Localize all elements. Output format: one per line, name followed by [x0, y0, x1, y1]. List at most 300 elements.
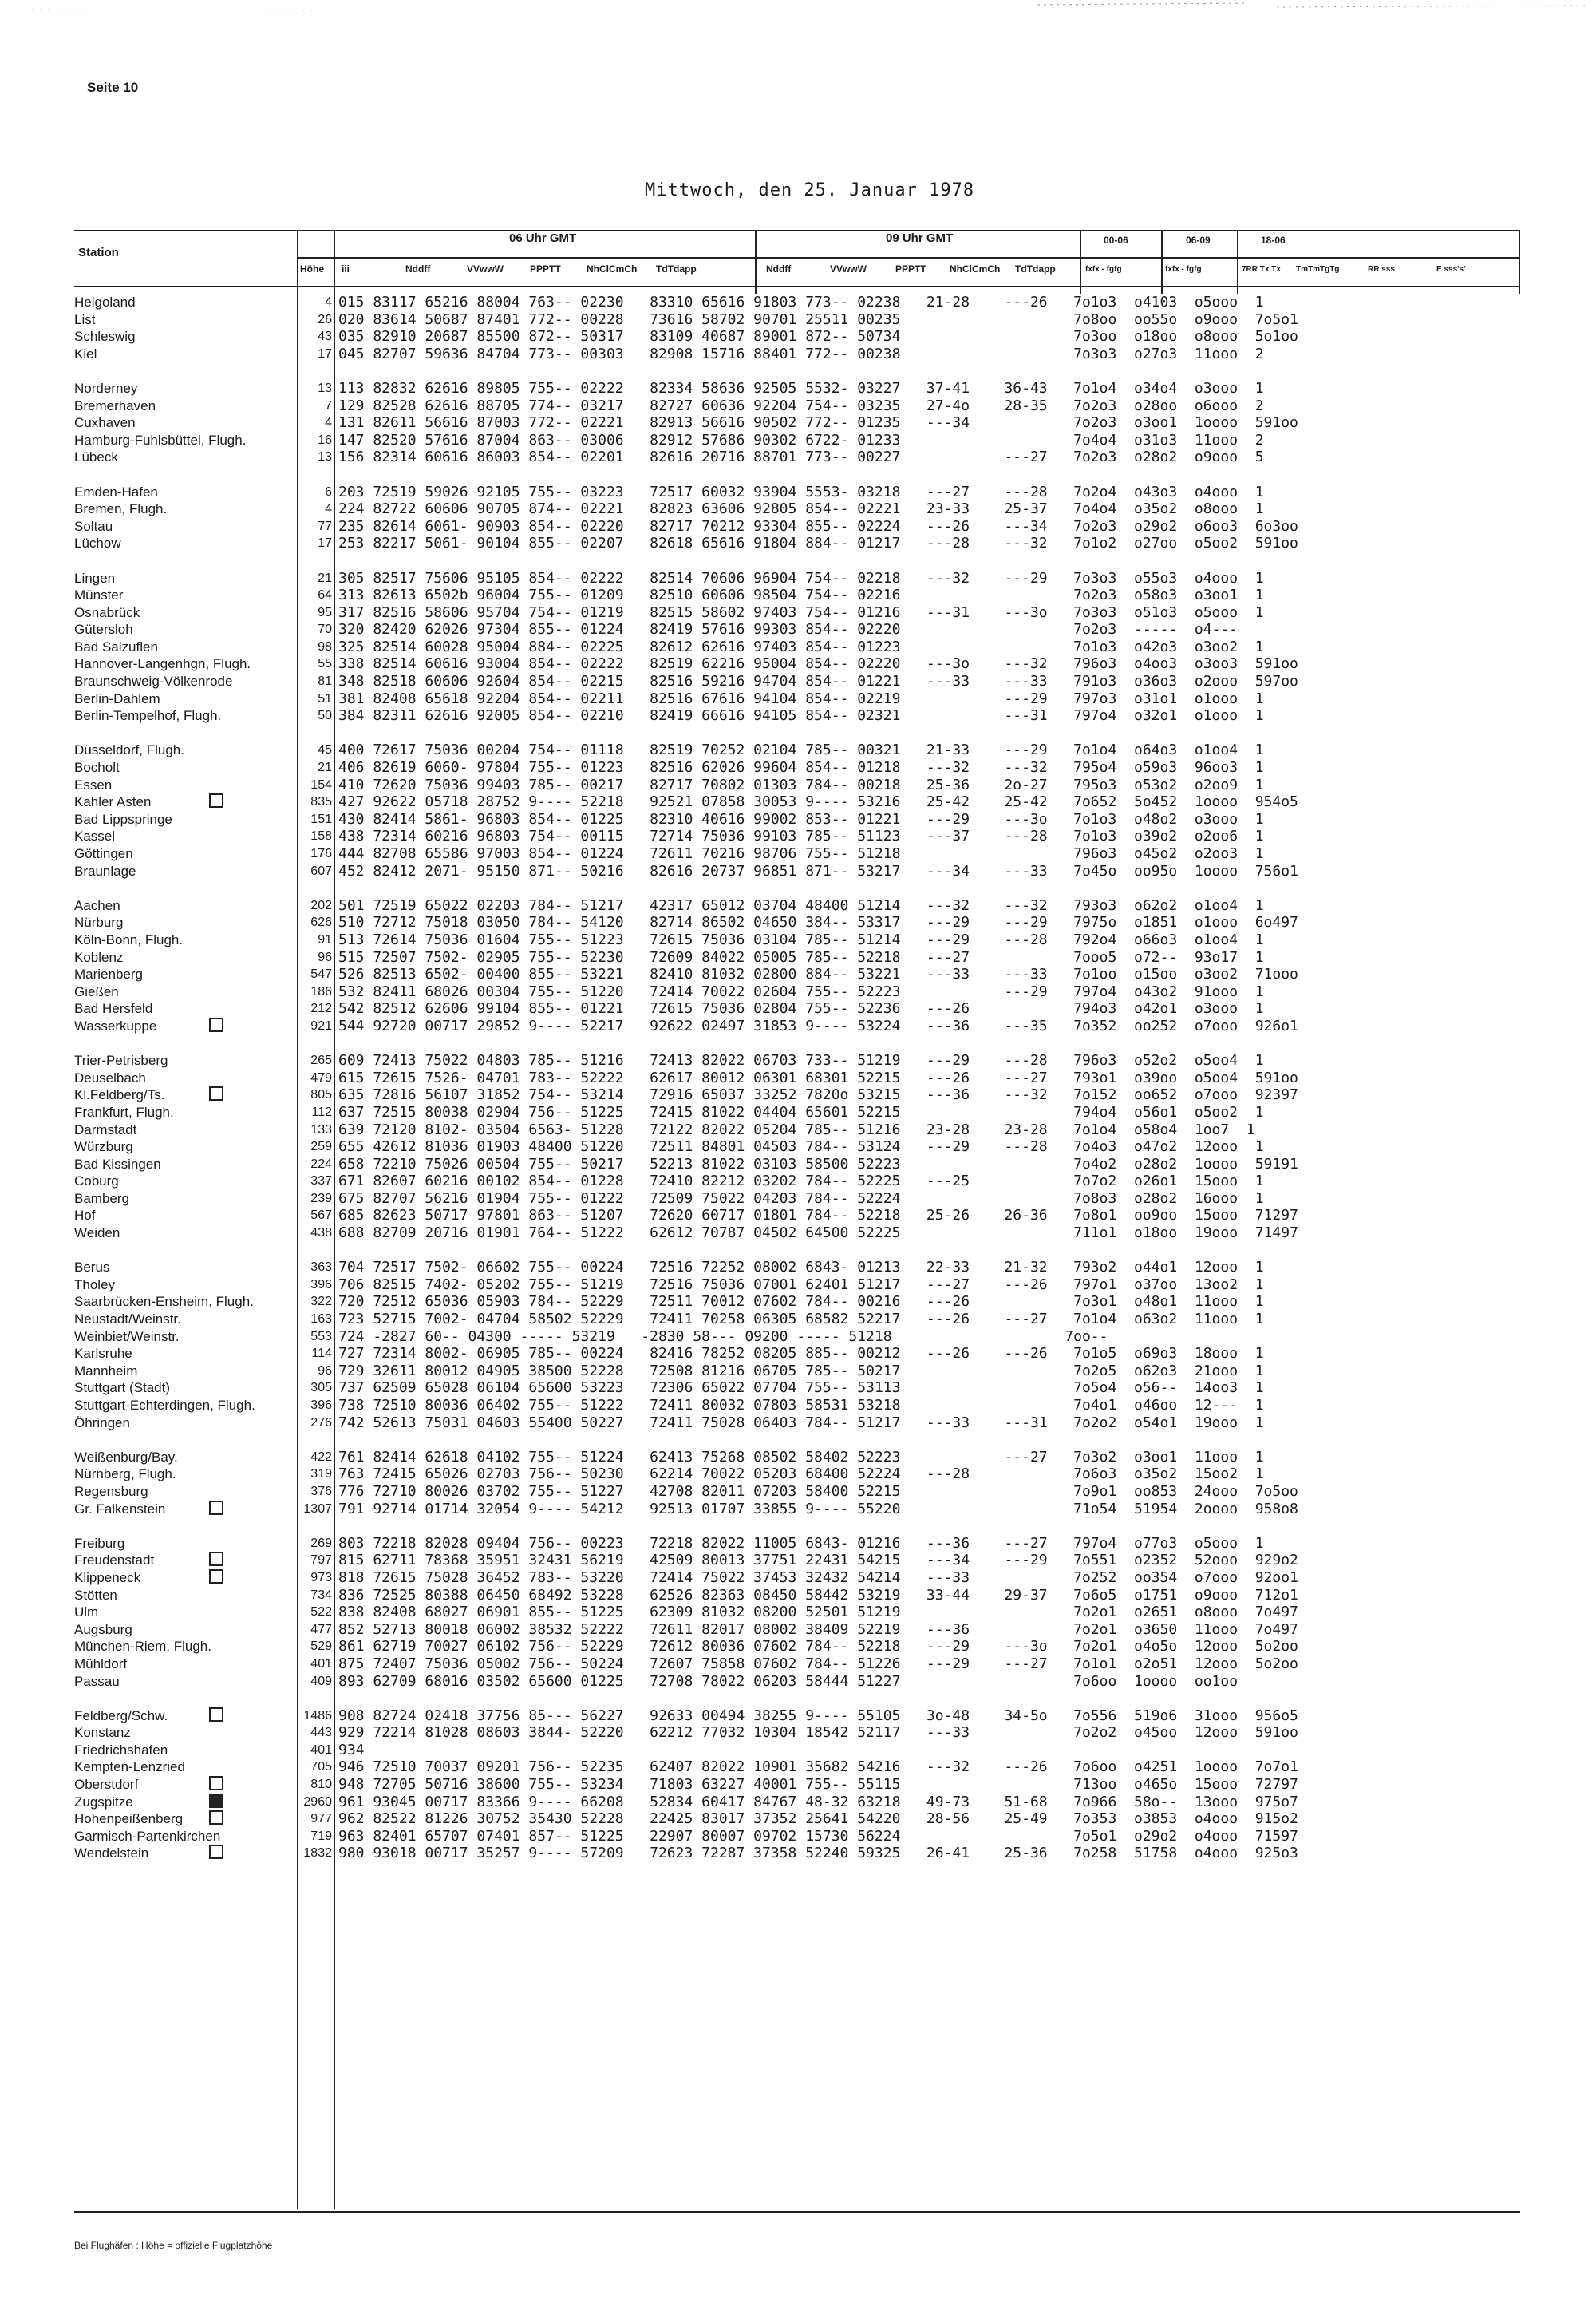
- station-hoehe: 45: [318, 743, 332, 757]
- station-name: [74, 1535, 255, 1552]
- station-hoehe: 337: [310, 1174, 332, 1189]
- table-row: 908 82724 02418 37756 85--- 56227 92633 00494 38255 9---- 55105 3o-48 34-5o 7o556 519o6 31ooo 956o5: [338, 1707, 1298, 1724]
- station-label: Bamberg: [74, 1190, 129, 1206]
- station-name: [74, 793, 255, 811]
- header-gust-00-06: fxfx - fgfg: [1085, 265, 1122, 274]
- station-name: [74, 1311, 255, 1328]
- station-hoehe: 797: [310, 1553, 332, 1568]
- station-hoehe: 396: [310, 1398, 332, 1412]
- station-hoehe: 401: [310, 1656, 332, 1671]
- station-label: Bad Kissingen: [74, 1156, 161, 1172]
- station-label: Gießen: [74, 983, 119, 999]
- station-name: [74, 1449, 255, 1466]
- station-hoehe: 438: [310, 1226, 332, 1240]
- station-label: Konstanz: [74, 1725, 131, 1741]
- date-heading: Mittwoch, den 25. Januar 1978: [645, 180, 975, 200]
- station-name: [74, 863, 255, 880]
- station-name: [74, 1345, 255, 1363]
- table-row: 688 82709 20716 01901 764-- 51222 62612 70787 04502 64500 52225 711o1 o18oo 19ooo 71497: [338, 1224, 1298, 1242]
- station-name: [74, 949, 255, 967]
- data-group: [338, 1259, 1298, 1431]
- station-hoehe: 1486: [303, 1708, 332, 1723]
- station-hoehe: 363: [310, 1260, 332, 1275]
- station-name: [74, 1259, 255, 1276]
- station-hoehe: 50: [318, 709, 332, 723]
- station-name: [74, 604, 255, 622]
- station-name: [74, 1328, 255, 1346]
- station-label: Mühldorf: [74, 1655, 128, 1671]
- table-row: 637 72515 80038 02904 756-- 51225 72415 81022 04404 65601 52215 794o4 o56o1 o5oo2 1: [338, 1103, 1264, 1121]
- station-name: [74, 673, 255, 690]
- station-name: [74, 966, 255, 983]
- table-row: 723 52715 7002- 04704 58502 52229 72411 70258 06305 68582 52217 ---26 ---27 7o1o4 o63o2 11ooo 1: [338, 1311, 1264, 1328]
- station-hoehe: 158: [310, 829, 332, 844]
- station-column: [74, 294, 255, 1880]
- table-row: 791 92714 01714 32054 9---- 54212 92513 01707 33855 9---- 55220 71o54 51954 2oooo 958o8: [338, 1500, 1298, 1517]
- station-hoehe: 77: [318, 519, 332, 533]
- table-row: 156 82314 60616 86003 854-- 02201 82616 20716 88701 773-- 00227 ---27 7o2o3 o28o2 o9ooo 5: [338, 449, 1264, 466]
- mountain-station-marker-icon: [209, 793, 223, 808]
- data-group: [338, 484, 1298, 552]
- footnote: Bei Flughäfen : Höhe = offizielle Flugplatzhöhe: [74, 2240, 273, 2251]
- station-name: [74, 1552, 255, 1569]
- station-hoehe: 522: [310, 1605, 332, 1620]
- station-hoehe: 4: [325, 502, 332, 516]
- station-label: Lingen: [74, 570, 116, 586]
- station-name: [74, 432, 255, 449]
- station-name: [74, 1018, 255, 1035]
- station-hoehe: 21: [318, 761, 332, 775]
- station-hoehe: 91: [318, 932, 332, 947]
- station-name: [74, 1086, 255, 1104]
- station-hoehe: 7: [325, 398, 332, 413]
- table-row: 020 83614 50687 87401 772-- 00228 73616 58702 90701 25511 00235 7o8oo oo55o o9ooo 7o5o1: [338, 310, 1298, 328]
- station-name: [74, 1397, 255, 1414]
- station-label: Trier-Petrisberg: [74, 1053, 168, 1069]
- table-row: 729 32611 80012 04905 38500 52228 72508 81216 06705 785-- 50217 7o2o5 o62o3 21ooo 1: [338, 1362, 1264, 1379]
- station-label: Berlin-Tempelhof, Flugh.: [74, 708, 222, 724]
- table-row: 338 82514 60616 93004 854-- 02222 82519 62216 95004 854-- 02220 ---3o ---32 796o3 o4oo3 o3oo3 591oo: [338, 655, 1298, 673]
- station-name: [74, 1810, 255, 1828]
- station-label: Lüchow: [74, 536, 121, 552]
- station-name: [74, 759, 255, 777]
- station-hoehe: 70: [318, 623, 332, 637]
- table-row: 313 82613 6502b 96004 755-- 01209 82510 60606 98504 754-- 02216 7o2o3 o58o3 o3oo1 1: [338, 587, 1264, 604]
- station-label: Berus: [74, 1260, 110, 1276]
- hoehe-group: [297, 742, 332, 880]
- station-label: Münster: [74, 587, 124, 603]
- station-name: [74, 398, 255, 415]
- data-group: [338, 897, 1298, 1035]
- station-name: [74, 1156, 255, 1173]
- table-row: 253 82217 5061- 90104 855-- 02207 82618 65616 91804 884-- 01217 ---28 ---32 7o1o2 o27oo o5oo2 591oo: [338, 535, 1298, 552]
- table-row: 113 82832 62616 89805 755-- 02222 82334 58636 92505 5532- 03227 37-41 36-43 7o1o4 o34o4 o3ooo 1: [338, 379, 1264, 397]
- station-hoehe: 810: [310, 1778, 332, 1792]
- station-name: [74, 1052, 255, 1070]
- station-label: Gr. Falkenstein: [74, 1501, 166, 1517]
- station-name: [74, 1138, 255, 1156]
- station-label: Augsburg: [74, 1621, 132, 1637]
- station-label: Norderney: [74, 380, 138, 396]
- station-hoehe: 477: [310, 1622, 332, 1636]
- table-row: 685 82623 50717 97801 863-- 51207 72620 60717 01801 784-- 52218 25-26 26-36 7o8o1 oo9oo 15ooo 71297: [338, 1207, 1298, 1224]
- table-row: 738 72510 80036 06402 755-- 51222 72411 80032 07803 58531 53218 7o4o1 o46oo 12--- 1: [338, 1397, 1264, 1414]
- station-label: Hof: [74, 1208, 96, 1224]
- header-nddff-09: Nddff: [766, 263, 792, 275]
- mountain-station-marker-icon: [209, 1569, 223, 1584]
- hoehe-group: [297, 1535, 332, 1690]
- station-name: [74, 1724, 255, 1742]
- station-label: Kiel: [74, 346, 97, 362]
- station-name: [74, 621, 255, 639]
- station-label: Köln-Bonn, Flugh.: [74, 931, 184, 947]
- header-ppptt-09: PPPTT: [895, 263, 926, 275]
- synop-data-column: [338, 294, 1298, 1880]
- station-label: Düsseldorf, Flugh.: [74, 742, 184, 758]
- hoehe-group: [297, 484, 332, 552]
- table-row: 515 72507 7502- 02905 755-- 52230 72609 84022 05005 785-- 52218 ---27 7ooo5 o72-- 93o17 1: [338, 948, 1264, 966]
- header-vvwww-06: VVwwW: [467, 263, 504, 275]
- station-hoehe: 4: [325, 416, 332, 430]
- station-name: [74, 294, 255, 311]
- station-name: [74, 1070, 255, 1087]
- table-row: 934: [338, 1741, 365, 1758]
- station-name: [74, 1173, 255, 1190]
- station-label: Regensburg: [74, 1483, 148, 1499]
- station-label: Stuttgart (Stadt): [74, 1380, 170, 1396]
- station-hoehe: 805: [310, 1088, 332, 1102]
- station-hoehe: 322: [310, 1295, 332, 1309]
- station-label: Schleswig: [74, 329, 136, 345]
- station-hoehe: 224: [310, 1157, 332, 1171]
- station-group: [74, 294, 255, 362]
- header-18-06: 18-06: [1261, 235, 1286, 246]
- station-name: [74, 742, 255, 759]
- header-station: Station: [78, 246, 119, 259]
- station-hoehe: 422: [310, 1450, 332, 1464]
- station-hoehe: 553: [310, 1329, 332, 1343]
- table-row: 224 82722 60606 90705 874-- 02221 82823 63606 92805 854-- 02221 23-33 25-37 7o4o4 o35o2 o8ooo 1: [338, 500, 1264, 518]
- station-hoehe: 114: [311, 1347, 332, 1361]
- mountain-station-marker-icon: [209, 1018, 223, 1032]
- table-row: 836 72525 80388 06450 68492 53228 62526 82363 08450 58442 53219 33-44 29-37 7o6o5 o1751 o9ooo 712o1: [338, 1586, 1298, 1604]
- station-name: [74, 1483, 255, 1501]
- station-name: [74, 500, 255, 518]
- station-name: [74, 1104, 255, 1121]
- station-hoehe: 376: [310, 1484, 332, 1498]
- station-label: Neustadt/Weinstr.: [74, 1311, 181, 1327]
- table-row: 671 82607 60216 00102 854-- 01228 72410 82212 03202 784-- 52225 ---25 7o7o2 o26o1 15ooo 1: [338, 1173, 1264, 1190]
- station-name: [74, 346, 255, 363]
- station-label: Darmstadt: [74, 1121, 137, 1137]
- header-nddff-06: Nddff: [405, 263, 431, 275]
- station-name: [74, 380, 255, 398]
- table-row: 658 72210 75026 00504 755-- 50217 52213 81022 03103 58500 52223 7o4o2 o28o2 1oooo 59191: [338, 1155, 1298, 1173]
- station-label: Tholey: [74, 1276, 116, 1292]
- station-label: Karlsruhe: [74, 1346, 132, 1362]
- table-row: 203 72519 59026 92105 755-- 03223 72517 60032 93904 5553- 03218 ---27 ---28 7o2o4 o43o3 o4ooo 1: [338, 483, 1264, 500]
- station-label: Wendelstein: [74, 1845, 149, 1861]
- station-name: [74, 484, 255, 501]
- station-hoehe: 212: [310, 1002, 332, 1016]
- station-name: [74, 535, 255, 552]
- header-gust-06-09: fxfx - fgfg: [1165, 265, 1202, 274]
- hoehe-group: [297, 1052, 332, 1242]
- table-row: 961 93045 00717 83366 9---- 66208 52834 60417 84767 48-32 63218 49-73 51-68 7o966 58o-- 13ooo 975o7: [338, 1793, 1298, 1810]
- station-hoehe: 163: [310, 1312, 332, 1327]
- table-row: 639 72120 8102- 03504 6563- 51228 72122 82022 05204 785-- 51216 23-28 23-28 7o1o4 o58o4 1oo7 1: [338, 1121, 1255, 1138]
- station-hoehe: 17: [318, 536, 332, 551]
- station-label: Oberstdorf: [74, 1777, 139, 1793]
- station-name: [74, 1293, 255, 1311]
- station-label: Stuttgart-Echterdingen, Flugh.: [74, 1398, 255, 1413]
- station-hoehe: 64: [318, 588, 332, 603]
- station-hoehe: 17: [318, 346, 332, 361]
- station-hoehe: 133: [310, 1122, 332, 1137]
- station-hoehe: 16: [318, 433, 332, 447]
- table-row: 035 82910 20687 85500 872-- 50317 83109 40687 89001 872-- 50734 7o3oo o18oo o8ooo 5o1oo: [338, 328, 1298, 346]
- station-label: Kempten-Lenzried: [74, 1759, 185, 1775]
- station-name: [74, 1604, 255, 1621]
- station-name: [74, 449, 255, 466]
- station-name: [74, 1000, 255, 1018]
- station-hoehe: 1832: [303, 1846, 332, 1861]
- hoehe-group: [297, 897, 332, 1035]
- station-label: Coburg: [74, 1173, 119, 1189]
- station-label: Göttingen: [74, 846, 133, 861]
- mountain-station-marker-icon: [209, 1776, 223, 1790]
- station-group: [74, 570, 255, 725]
- hoehe-group: [297, 570, 332, 725]
- station-label: Hamburg-Fuhlsbüttel, Flugh.: [74, 432, 247, 448]
- page-number-label: Seite 10: [87, 80, 139, 95]
- station-hoehe: 26: [318, 312, 332, 326]
- station-name: [74, 655, 255, 673]
- table-row: 410 72620 75036 99403 785-- 00217 82717 70802 01303 784-- 00218 25-36 2o-27 795o3 o53o2 o2oo9 1: [338, 776, 1264, 793]
- station-label: Osnabrück: [74, 604, 140, 620]
- station-hoehe: 443: [310, 1726, 332, 1740]
- station-hoehe: 401: [310, 1742, 332, 1757]
- data-group: [338, 1535, 1298, 1690]
- hoehe-group: [297, 1259, 332, 1431]
- station-name: [74, 1587, 255, 1604]
- table-row: 963 82401 65707 07401 857-- 51225 22907 80007 09702 15730 56224 7o5o1 o29o2 o4ooo 71597: [338, 1827, 1298, 1845]
- station-name: [74, 1845, 255, 1862]
- scan-noise-marks: [0, 0, 1596, 24]
- table-row: 724 -2827 60-- 04300 ----- 53219 -2830 58--- 09200 ----- 51218 7oo--: [338, 1327, 1108, 1345]
- station-name: [74, 1465, 255, 1483]
- station-name: [74, 811, 255, 829]
- header-dewpoint-09: TdTdapp: [1015, 263, 1056, 275]
- station-label: Weiden: [74, 1225, 120, 1241]
- station-hoehe: 176: [310, 847, 332, 860]
- table-row: 400 72617 75036 00204 754-- 01118 82519 70252 02104 785-- 00321 21-33 ---29 7o1o4 o64o3 o1oo4 1: [338, 742, 1264, 759]
- station-group: [74, 1052, 255, 1242]
- station-label: Mannheim: [74, 1363, 138, 1378]
- station-hoehe: 305: [310, 1381, 332, 1395]
- station-label: Nürburg: [74, 915, 124, 931]
- station-label: Kl.Feldberg/Ts.: [74, 1087, 165, 1103]
- station-label: Essen: [74, 777, 113, 793]
- station-label: Bad Salzuflen: [74, 639, 158, 655]
- header-esss: E sss's': [1436, 265, 1466, 274]
- station-hoehe: 276: [310, 1415, 332, 1430]
- mountain-station-marker-icon: [209, 1707, 223, 1722]
- table-row: 513 72614 75036 01604 755-- 51223 72615 75036 03104 785-- 51214 ---29 ---28 792o4 o66o3 o1oo4 1: [338, 931, 1264, 948]
- table-row: 317 82516 58606 95704 754-- 01219 82515 58602 97403 754-- 01216 ---31 ---3o 7o3o3 o51o3 o5ooo 1: [338, 603, 1264, 621]
- table-row: 615 72615 7526- 04701 783-- 52222 62617 80012 06301 68301 52215 ---26 ---27 793o1 o39oo o5oo4 591oo: [338, 1069, 1298, 1086]
- station-group: [74, 897, 255, 1035]
- hoehe-group: [297, 1707, 332, 1862]
- station-label: Soltau: [74, 518, 113, 534]
- station-label: Öhringen: [74, 1414, 130, 1430]
- station-hoehe: 705: [310, 1760, 332, 1774]
- station-name: [74, 828, 255, 845]
- station-label: Bad Lippspringe: [74, 811, 172, 827]
- station-label: Helgoland: [74, 295, 136, 310]
- table-row: 430 82414 5861- 96803 854-- 01225 82310 40616 99002 853-- 01221 ---29 ---3o 7o1o3 o48o2 o3ooo 1: [338, 810, 1264, 828]
- station-hoehe: 239: [310, 1191, 332, 1205]
- mountain-station-marker-icon: [209, 1810, 223, 1825]
- station-hoehe: 112: [311, 1105, 332, 1119]
- station-hoehe: 265: [310, 1054, 332, 1068]
- station-label: Ulm: [74, 1604, 99, 1620]
- table-row: 852 52713 80018 06002 38532 52222 72611 82017 08002 38409 52219 ---36 7o2o1 o3650 11ooo 7o497: [338, 1620, 1298, 1638]
- station-label: Weißenburg/Bay.: [74, 1449, 178, 1465]
- header-clouds-06: NhClCmCh: [587, 263, 638, 275]
- table-row: 320 82420 62026 97304 855-- 01224 82419 57616 99303 854-- 02220 7o2o3 ----- o4---: [338, 621, 1238, 639]
- station-name: [74, 518, 255, 536]
- table-row: 452 82412 2071- 95150 871-- 50216 82616 20737 96851 871-- 53217 ---34 ---33 7o45o oo95o 1oooo 756o1: [338, 862, 1298, 880]
- station-label: Kassel: [74, 829, 116, 844]
- station-label: Würzburg: [74, 1139, 133, 1155]
- data-group: [338, 742, 1298, 880]
- station-hoehe: 977: [310, 1812, 332, 1826]
- header-ppptt-06: PPPTT: [530, 263, 561, 275]
- station-hoehe: 13: [318, 450, 332, 465]
- station-name: [74, 1276, 255, 1294]
- table-row: 147 82520 57616 87004 863-- 03006 82912 57686 90302 6722- 01233 7o4o4 o31o3 11ooo 2: [338, 431, 1264, 449]
- table-row: 742 52613 75031 04603 55400 50227 72411 75028 06403 784-- 51217 ---33 ---31 7o2o2 o54o1 19ooo 1: [338, 1414, 1264, 1431]
- table-row: 384 82311 62616 92005 854-- 02210 82419 66616 94105 854-- 02321 ---31 797o4 o32o1 o1ooo 1: [338, 707, 1264, 725]
- table-row: 706 82515 7402- 05202 755-- 51219 72516 75036 07001 62401 51217 ---27 ---26 797o1 o37oo 13oo2 1: [338, 1276, 1264, 1293]
- table-row: 438 72314 60216 96803 754-- 00115 72714 75036 99103 785-- 51123 ---37 ---28 7o1o3 o39o2 o2oo6 1: [338, 828, 1264, 845]
- table-row: 015 83117 65216 88004 763-- 02230 83310 65616 91803 773-- 02238 21-28 ---26 7o1o3 o4103 o5ooo 1: [338, 294, 1264, 310]
- hoehe-group: [297, 1449, 332, 1517]
- table-row: 544 92720 00717 29852 9---- 52217 92622 02497 31853 9---- 53224 ---36 ---35 7o352 oo252 o7ooo 926o1: [338, 1017, 1298, 1034]
- station-label: Lübeck: [74, 449, 118, 465]
- station-label: Klippeneck: [74, 1569, 141, 1585]
- station-label: Emden-Hafen: [74, 484, 158, 500]
- table-row: 838 82408 68027 06901 855-- 51225 62309 81032 08200 52501 51219 7o2o1 o2651 o8ooo 7o497: [338, 1604, 1298, 1621]
- station-hoehe: 396: [310, 1277, 332, 1291]
- data-group: [338, 570, 1298, 725]
- station-name: [74, 1621, 255, 1639]
- station-hoehe: 567: [310, 1208, 332, 1223]
- mountain-station-marker-icon: [209, 1845, 223, 1859]
- table-row: 381 82408 65618 92204 854-- 02211 82516 67616 94104 854-- 02219 ---29 797o3 o31o1 o1ooo 1: [338, 690, 1264, 707]
- table-row: 045 82707 59636 84704 773-- 00303 82908 15716 88401 772-- 00238 7o3o3 o27o3 11ooo 2: [338, 345, 1264, 362]
- mountain-station-marker-icon: [209, 1501, 223, 1515]
- table-row: 962 82522 81226 30752 35430 52228 22425 83017 37352 25641 54220 28-56 25-49 7o353 o3853 o4ooo 915o2: [338, 1810, 1298, 1828]
- mountain-station-marker-icon: [209, 1552, 223, 1566]
- station-label: Hohenpeißenberg: [74, 1811, 184, 1827]
- station-name: [74, 1758, 255, 1776]
- station-label: Marienberg: [74, 967, 143, 983]
- station-name: [74, 1707, 255, 1725]
- table-row: 720 72512 65036 05903 784-- 52229 72511 70012 07602 784-- 00216 ---26 7o3o1 o48o1 11ooo 1: [338, 1293, 1264, 1311]
- header-00-06: 00-06: [1104, 235, 1128, 246]
- station-name: [74, 1501, 255, 1518]
- header-rr: RR sss: [1368, 265, 1395, 274]
- table-row: 325 82514 60028 95004 884-- 02225 82612 62616 97403 854-- 01223 7o1o3 o42o3 o3oo2 1: [338, 638, 1264, 655]
- table-row: 655 42612 81036 01903 48400 51220 72511 84801 04503 784-- 53124 ---29 ---28 7o4o3 o47o2 12ooo 1: [338, 1138, 1264, 1156]
- table-row: 803 72218 82028 09404 756-- 00223 72218 82022 11005 6843- 01216 ---36 ---27 797o4 o77o3 o5ooo 1: [338, 1534, 1264, 1552]
- station-label: Nürnberg, Flugh.: [74, 1466, 176, 1482]
- station-label: München-Riem, Flugh.: [74, 1639, 211, 1655]
- station-hoehe: 259: [310, 1140, 332, 1154]
- table-row: 875 72407 75036 05002 756-- 50224 72607 75858 07602 784-- 51226 ---29 ---27 7o1o1 o2o51 12ooo 5o2oo: [338, 1655, 1298, 1672]
- station-name: [74, 1828, 255, 1845]
- station-name: [74, 1379, 255, 1397]
- station-name: [74, 914, 255, 931]
- station-group: [74, 1449, 255, 1517]
- station-group: [74, 1535, 255, 1690]
- station-label: Garmisch-Partenkirchen: [74, 1828, 221, 1844]
- station-name: [74, 983, 255, 1001]
- station-label: Bad Hersfeld: [74, 1001, 153, 1017]
- station-name: [74, 1794, 255, 1811]
- station-label: Hannover-Langenhgn, Flugh.: [74, 656, 251, 672]
- header-iii: iii: [342, 263, 350, 275]
- table-row: 131 82611 56616 87003 772-- 02221 82913 56616 90502 772-- 01235 ---34 7o2o3 o3oo1 1oooo 591oo: [338, 414, 1298, 432]
- station-name: [74, 1190, 255, 1208]
- station-label: Passau: [74, 1673, 120, 1689]
- station-hoehe: 98: [318, 639, 332, 654]
- station-hoehe: 13: [318, 381, 332, 395]
- station-label: Friedrichshafen: [74, 1742, 168, 1758]
- station-label: Feldberg/Schw.: [74, 1707, 168, 1723]
- station-hoehe: 409: [310, 1674, 332, 1688]
- station-label: Weinbiet/Weinstr.: [74, 1328, 180, 1344]
- table-row: 818 72615 75028 36452 783-- 53220 72414 75022 37453 32432 54214 ---33 7o252 oo354 o7ooo 92oo1: [338, 1568, 1298, 1586]
- station-name: [74, 311, 255, 329]
- station-name: [74, 1414, 255, 1432]
- header-vvwww-09: VVwwW: [830, 263, 867, 275]
- mountain-station-marker-icon: [209, 1086, 223, 1101]
- table-row: 129 82528 62616 88705 774-- 03217 82727 60636 92204 754-- 03235 27-4o 28-35 7o2o3 o28oo o6ooo 2: [338, 397, 1264, 414]
- station-hoehe: 96: [318, 1363, 332, 1378]
- station-label: Bremen, Flugh.: [74, 501, 168, 517]
- table-row: 761 82414 62618 04102 755-- 51224 62413 75268 08502 58402 52223 ---27 7o3o2 o3oo1 11ooo 1: [338, 1448, 1264, 1465]
- station-label: Kahler Asten: [74, 794, 152, 810]
- station-hoehe: 607: [310, 864, 332, 878]
- table-row: 763 72415 65026 02703 756-- 50230 62214 70022 05203 68400 52224 ---28 7o6o3 o35o2 15oo2 1: [338, 1465, 1264, 1483]
- data-group: [338, 1052, 1298, 1242]
- station-label: Zugspitze: [74, 1794, 133, 1810]
- table-row: 305 82517 75606 95105 854-- 02222 82514 70606 96904 754-- 02218 ---32 ---29 7o3o3 o55o3 o4ooo 1: [338, 569, 1264, 587]
- station-hoehe: 51: [318, 691, 332, 706]
- station-hoehe: 319: [310, 1467, 332, 1481]
- station-group: [74, 742, 255, 880]
- table-row: 946 72510 70037 09201 756-- 52235 62407 82022 10901 35682 54216 ---32 ---26 7o6oo o4251 1oooo 7o7o1: [338, 1758, 1298, 1776]
- station-group: [74, 380, 255, 466]
- header-tmin: TmTmTgTg: [1296, 265, 1340, 274]
- station-label: Gütersloh: [74, 622, 133, 638]
- station-hoehe: 835: [310, 795, 332, 809]
- station-label: Saarbrücken-Ensheim, Flugh.: [74, 1294, 254, 1310]
- station-hoehe: 734: [310, 1588, 332, 1602]
